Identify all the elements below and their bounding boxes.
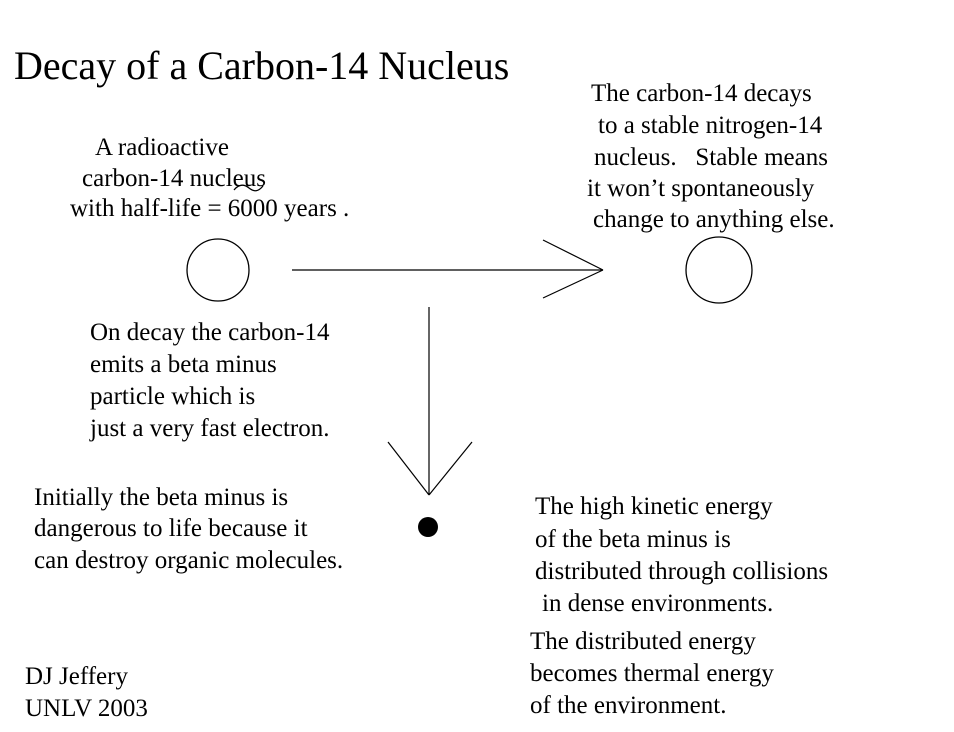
- energy-desc-line: in dense environments.: [542, 590, 774, 617]
- thermal-desc-line: of the environment.: [530, 692, 727, 719]
- emission-desc-line: emits a beta minus: [90, 351, 277, 378]
- nitrogen-desc-line: change to anything else.: [593, 206, 835, 233]
- emission-desc-line: just a very fast electron.: [90, 415, 330, 442]
- thermal-desc-line: becomes thermal energy: [530, 660, 774, 687]
- nitrogen-desc-line: it won’t spontaneously: [587, 175, 815, 202]
- carbon-desc-line: with half-life = 6000 years .: [70, 195, 350, 222]
- energy-desc-line: of the beta minus is: [535, 526, 731, 553]
- energy-desc-line: distributed through collisions: [535, 558, 829, 585]
- nitrogen-desc-line: The carbon-14 decays: [591, 80, 812, 107]
- beta-minus-particle: [418, 517, 438, 537]
- danger-desc-line: can destroy organic molecules.: [34, 547, 344, 574]
- nitrogen-desc-line: to a stable nitrogen-14: [598, 112, 823, 139]
- thermal-desc-line: The distributed energy: [530, 628, 756, 655]
- carbon-14-nucleus: [187, 239, 249, 301]
- carbon-desc-line: carbon-14 nucleus: [82, 165, 266, 192]
- energy-desc-line: The high kinetic energy: [535, 493, 773, 520]
- emission-desc-line: particle which is: [90, 383, 256, 410]
- page-title: Decay of a Carbon-14 Nucleus: [14, 43, 510, 88]
- danger-desc-line: dangerous to life because it: [34, 515, 308, 542]
- author-name: DJ Jeffery: [25, 663, 128, 690]
- nitrogen-14-nucleus: [686, 237, 752, 303]
- nitrogen-desc-line: nucleus. Stable means: [594, 144, 828, 171]
- carbon-desc-line: A radioactive: [95, 134, 229, 161]
- affiliation-year: UNLV 2003: [25, 695, 148, 722]
- danger-desc-line: Initially the beta minus is: [34, 484, 289, 511]
- emission-desc-line: On decay the carbon-14: [90, 319, 330, 346]
- decay-arrow: [292, 240, 603, 298]
- emission-arrow: [388, 307, 472, 495]
